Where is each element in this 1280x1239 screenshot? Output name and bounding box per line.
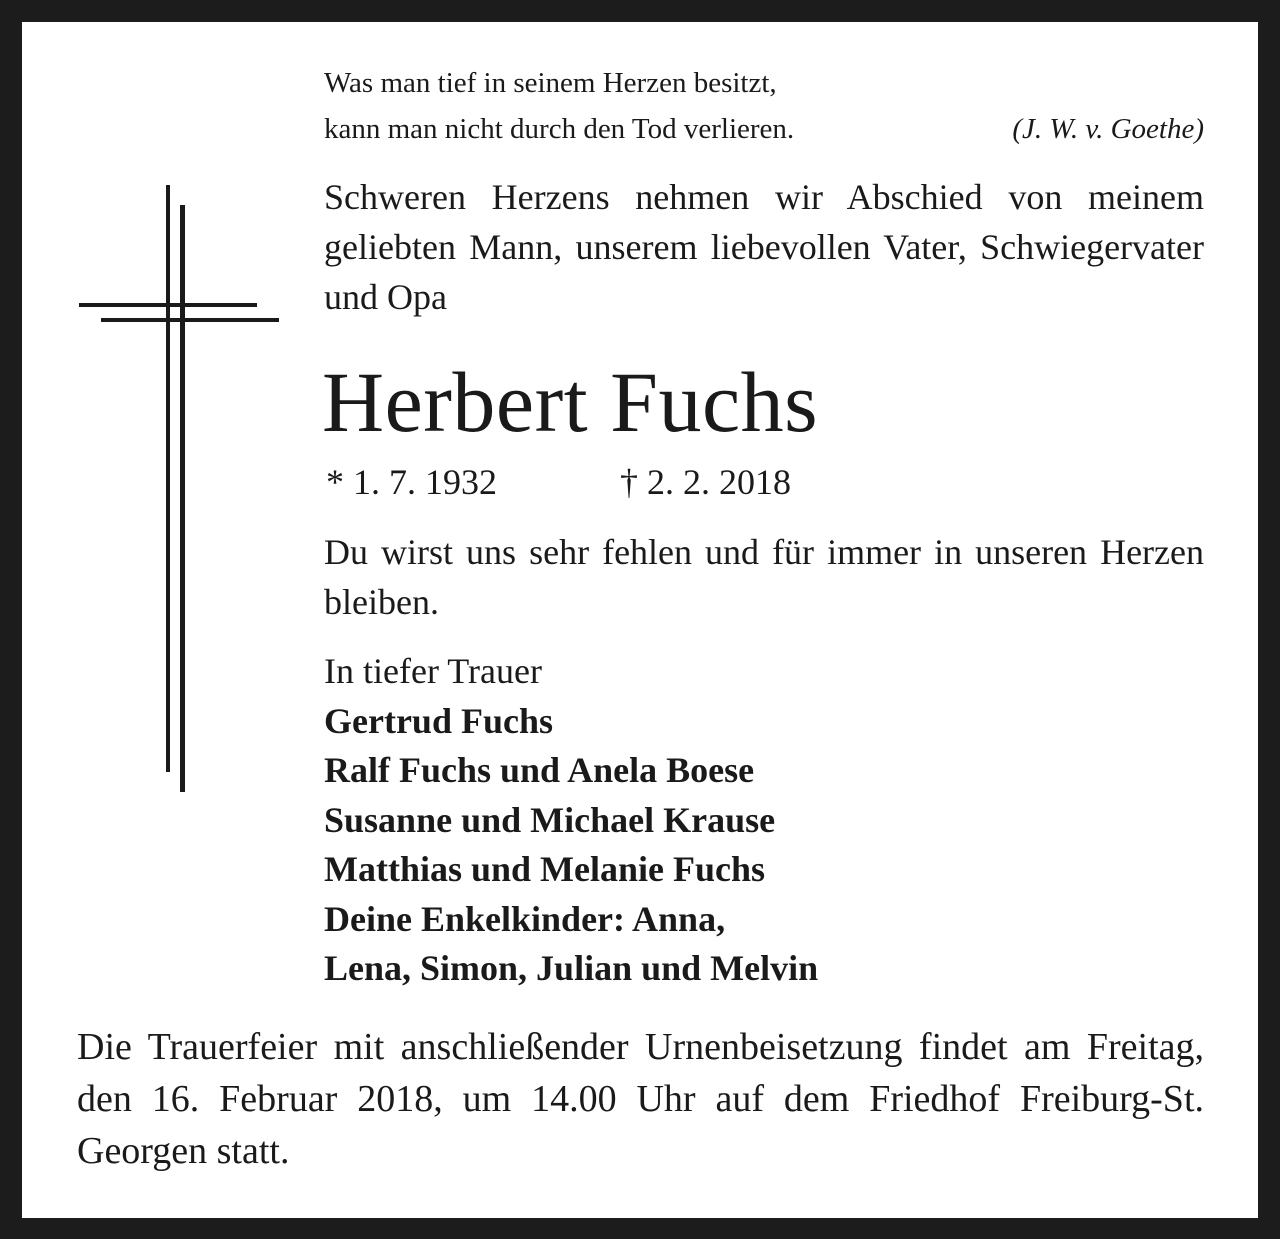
mourner-name: Ralf Fuchs und Anela Boese	[324, 750, 755, 790]
mourning-intro: In tiefer Trauer	[324, 651, 542, 691]
cross-icon	[22, 22, 322, 842]
obituary-card	[22, 22, 1258, 1218]
farewell-text: Du wirst uns sehr fehlen und für immer in unseren Herzen bleiben.	[324, 532, 1204, 622]
mourner-name: Matthias und Melanie Fuchs	[324, 849, 766, 889]
mourner-name: Deine Enkelkinder: Anna,	[324, 898, 726, 939]
mourner-name: Gertrud Fuchs	[324, 700, 553, 741]
quote-author: (J. W. v. Goethe)	[1012, 113, 1204, 145]
quote-line-2: kann man nicht durch den Tod verlieren.	[324, 113, 795, 145]
goethe-quote	[324, 60, 1204, 152]
death-date: † 2. 2. 2018	[620, 462, 791, 502]
birth-date: * 1. 7. 1932	[326, 462, 497, 502]
life-dates	[326, 458, 791, 506]
intro-text: Schweren Herzens nehmen wir Abschied von meinem geliebten Mann, unserem liebevollen Vater, Schwiegervater und Opa	[324, 177, 1204, 317]
mourners-list	[324, 647, 818, 994]
mourner-name: Lena, Simon, Julian und Melvin	[324, 948, 819, 988]
quote-line-1: Was man tief in seinem Herzen besitzt,	[324, 67, 777, 99]
service-announcement: Die Trauerfeier mit anschließender Urnenbeisetzung findet am Freitag, den 16. Februar 2018, um 14.00 Uhr auf dem Friedhof Freiburg-St. Georgen statt.	[77, 1026, 1204, 1172]
deceased-name: Herbert Fuchs	[322, 354, 819, 450]
mourner-name: Susanne und Michael Krause	[324, 799, 776, 840]
